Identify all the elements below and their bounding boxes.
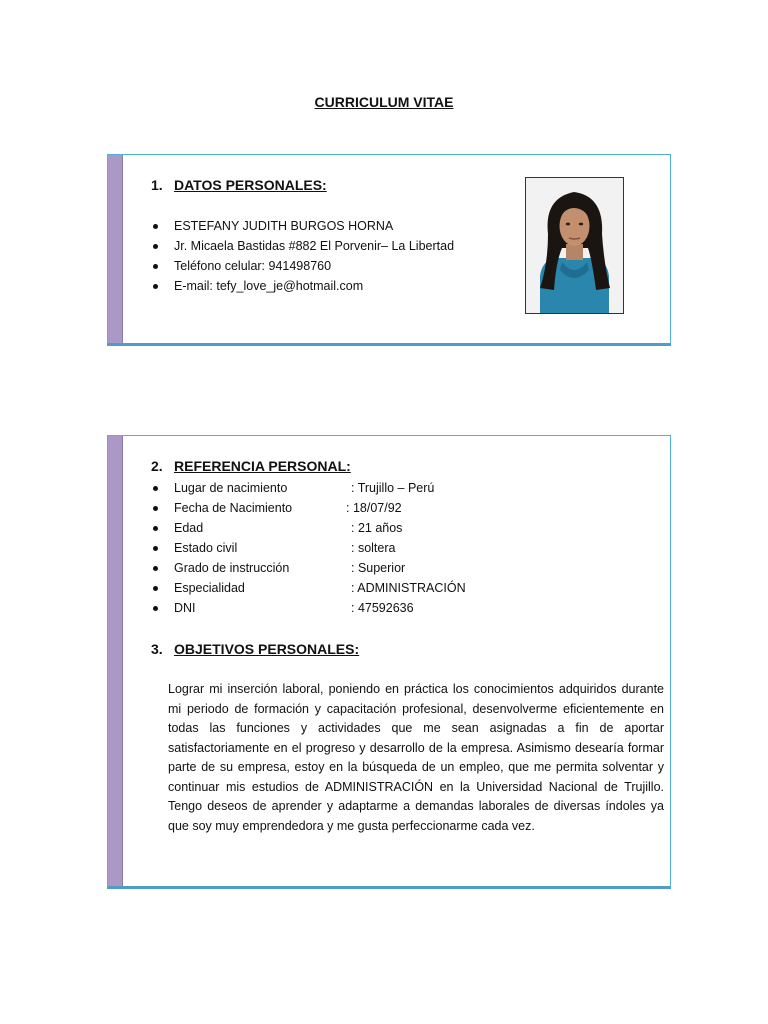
item-label: DNI [174, 601, 196, 615]
list-item [151, 558, 466, 578]
section-number: 1. [151, 177, 163, 193]
item-value: : Superior [351, 561, 406, 575]
section-heading-personal-objectives [151, 641, 359, 657]
item-label: Estado civil [174, 541, 238, 555]
item-label: Edad [174, 521, 204, 535]
side-band [108, 155, 123, 343]
section-title: REFERENCIA PERSONAL: [174, 458, 351, 474]
item-label: Especialidad [174, 581, 245, 595]
list-item [151, 598, 466, 618]
item-value: : 47592636 [351, 601, 414, 615]
section-heading-personal-reference [151, 458, 351, 474]
item-label: Lugar de nacimiento [174, 481, 288, 495]
item-value: : Trujillo – Perú [351, 481, 435, 495]
personal-reference-list [151, 478, 466, 618]
portrait-image [526, 178, 623, 313]
item-label: Fecha de Nacimiento [174, 501, 293, 515]
item-value: : 21 años [351, 521, 403, 535]
personal-data-list [151, 216, 454, 296]
list-item [151, 498, 466, 518]
personal-data-box [107, 154, 671, 346]
profile-photo [525, 177, 624, 314]
list-item [151, 478, 466, 498]
item-value: : ADMINISTRACIÓN [351, 581, 466, 595]
section-heading-personal-data [151, 177, 327, 193]
list-item [151, 538, 466, 558]
section-number: 2. [151, 458, 163, 474]
list-item [151, 578, 466, 598]
reference-and-objectives-box [107, 435, 671, 889]
document-title: CURRICULUM VITAE [314, 94, 454, 110]
list-item: E-mail: tefy_love_je@hotmail.com [151, 276, 454, 296]
list-item: Jr. Micaela Bastidas #882 El Porvenir– La Libertad [151, 236, 454, 256]
objectives-paragraph: Lograr mi inserción laboral, poniendo en práctica los conocimientos adquiridos durante mi periodo de formación y capacitación profesional, desenvolverme eficientemente en todas las funciones y actividades que me sean asignadas a fin de aportar satisfactoriamente en el progreso y desarrollo de la empresa. Asimismo desearía formar parte de su empresa, estoy en la búsqueda de un empleo, que me permita solventar y continuar mis estudios de ADMINISTRACIÓN en la Universidad Nacional de Trujillo. Tengo deseos de aprender y adaptarme a demandas laborales de diversas índoles ya que soy muy emprendedora y me gusta perfeccionarme cada vez. [168, 682, 664, 833]
section-title: OBJETIVOS PERSONALES: [174, 641, 360, 657]
item-value: : 18/07/92 [346, 501, 402, 515]
list-item [151, 518, 466, 538]
section-title: DATOS PERSONALES: [174, 177, 327, 193]
item-label: Grado de instrucción [174, 561, 290, 575]
list-item: Teléfono celular: 941498760 [151, 256, 454, 276]
section-number: 3. [151, 641, 163, 657]
item-value: : soltera [351, 541, 396, 555]
list-item: ESTEFANY JUDITH BURGOS HORNA [151, 216, 454, 236]
side-band [108, 436, 123, 886]
